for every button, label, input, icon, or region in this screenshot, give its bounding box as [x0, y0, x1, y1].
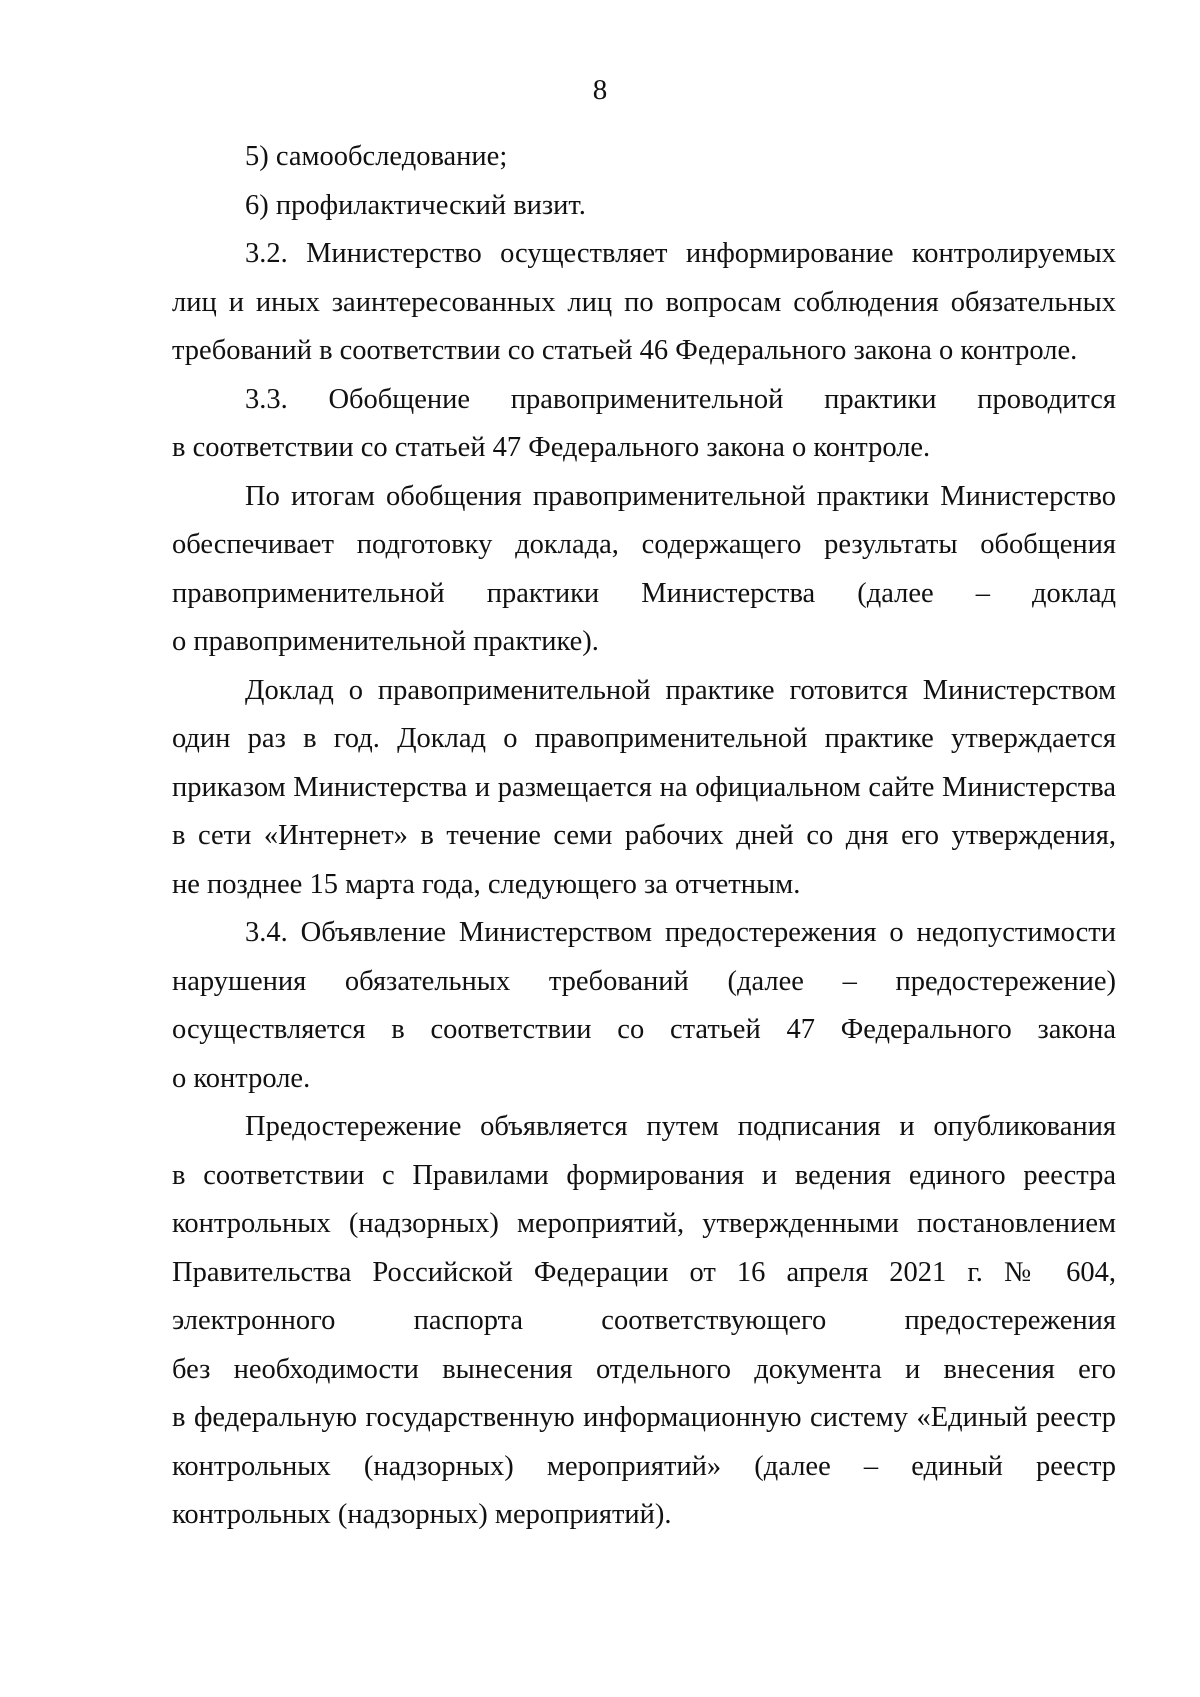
document-body — [172, 133, 1116, 1540]
text-line: 3.3. Обобщение правоприменительной практики проводится — [245, 383, 1116, 415]
paragraph-5 — [172, 473, 1116, 667]
text-line: 6) профилактический визит. — [245, 189, 586, 221]
paragraph-4 — [172, 376, 1116, 473]
text-line: контрольных (надзорных) мероприятий» (далее – единый реестр — [172, 1450, 1116, 1482]
paragraph-1 — [172, 133, 1116, 182]
paragraph-7 — [172, 909, 1116, 1103]
text-line: без необходимости вынесения отдельного документа и внесения его — [172, 1353, 1116, 1385]
text-line: правоприменительной практики Министерства (далее – доклад — [172, 577, 1116, 609]
text-line: не позднее 15 марта года, следующего за отчетным. — [172, 868, 801, 900]
text-line: Предостережение объявляется путем подписания и опубликования — [245, 1111, 1116, 1142]
text-line: лиц и иных заинтересованных лиц по вопросам соблюдения обязательных — [172, 286, 1116, 318]
text-line: нарушения обязательных требований (далее – предостережение) — [172, 965, 1116, 997]
text-line: 3.4. Объявление Министерством предостережения о недопустимости — [245, 917, 1116, 948]
paragraph-6 — [172, 667, 1116, 910]
text-line: По итогам обобщения правоприменительной практики Министерство — [245, 480, 1116, 512]
text-line: один раз в год. Доклад о правоприменительной практике утверждается — [172, 723, 1116, 754]
text-line: осуществляется в соответствии со статьей 47 Федерального закона — [172, 1014, 1116, 1045]
text-line: о контроле. — [172, 1062, 311, 1094]
paragraph-3 — [172, 230, 1116, 376]
text-line: электронного паспорта соответствующего предостережения — [172, 1305, 1116, 1336]
text-line: приказом Министерства и размещается на официальном сайте Министерства — [172, 771, 1116, 803]
text-line: Доклад о правоприменительной практике готовится Министерством — [245, 674, 1116, 706]
text-line: о правоприменительной практике). — [172, 626, 599, 657]
text-line: обеспечивает подготовку доклада, содержащего результаты обобщения — [172, 529, 1116, 560]
text-line: Правительства Российской Федерации от 16 апреля 2021 г. № 604, — [172, 1256, 1116, 1288]
paragraph-2 — [172, 182, 1116, 231]
text-line: контрольных (надзорных) мероприятий, утвержденными постановлением — [172, 1208, 1116, 1239]
text-line: требований в соответствии со статьей 46 Федерального закона о контроле. — [172, 335, 1078, 366]
text-line: 5) самообследование; — [245, 141, 508, 172]
text-line: в соответствии со статьей 47 Федерального закона о контроле. — [172, 432, 931, 463]
page-number: 8 — [592, 74, 608, 106]
paragraph-8 — [172, 1103, 1116, 1540]
text-line: в соответствии с Правилами формирования и ведения единого реестра — [172, 1159, 1116, 1191]
text-line: в федеральную государственную информационную систему «Единый реестр — [172, 1402, 1116, 1433]
text-line: контрольных (надзорных) мероприятий). — [172, 1499, 672, 1530]
text-line: в сети «Интернет» в течение семи рабочих дней со дня его утверждения, — [172, 820, 1116, 851]
text-line: 3.2. Министерство осуществляет информирование контролируемых — [245, 238, 1116, 269]
